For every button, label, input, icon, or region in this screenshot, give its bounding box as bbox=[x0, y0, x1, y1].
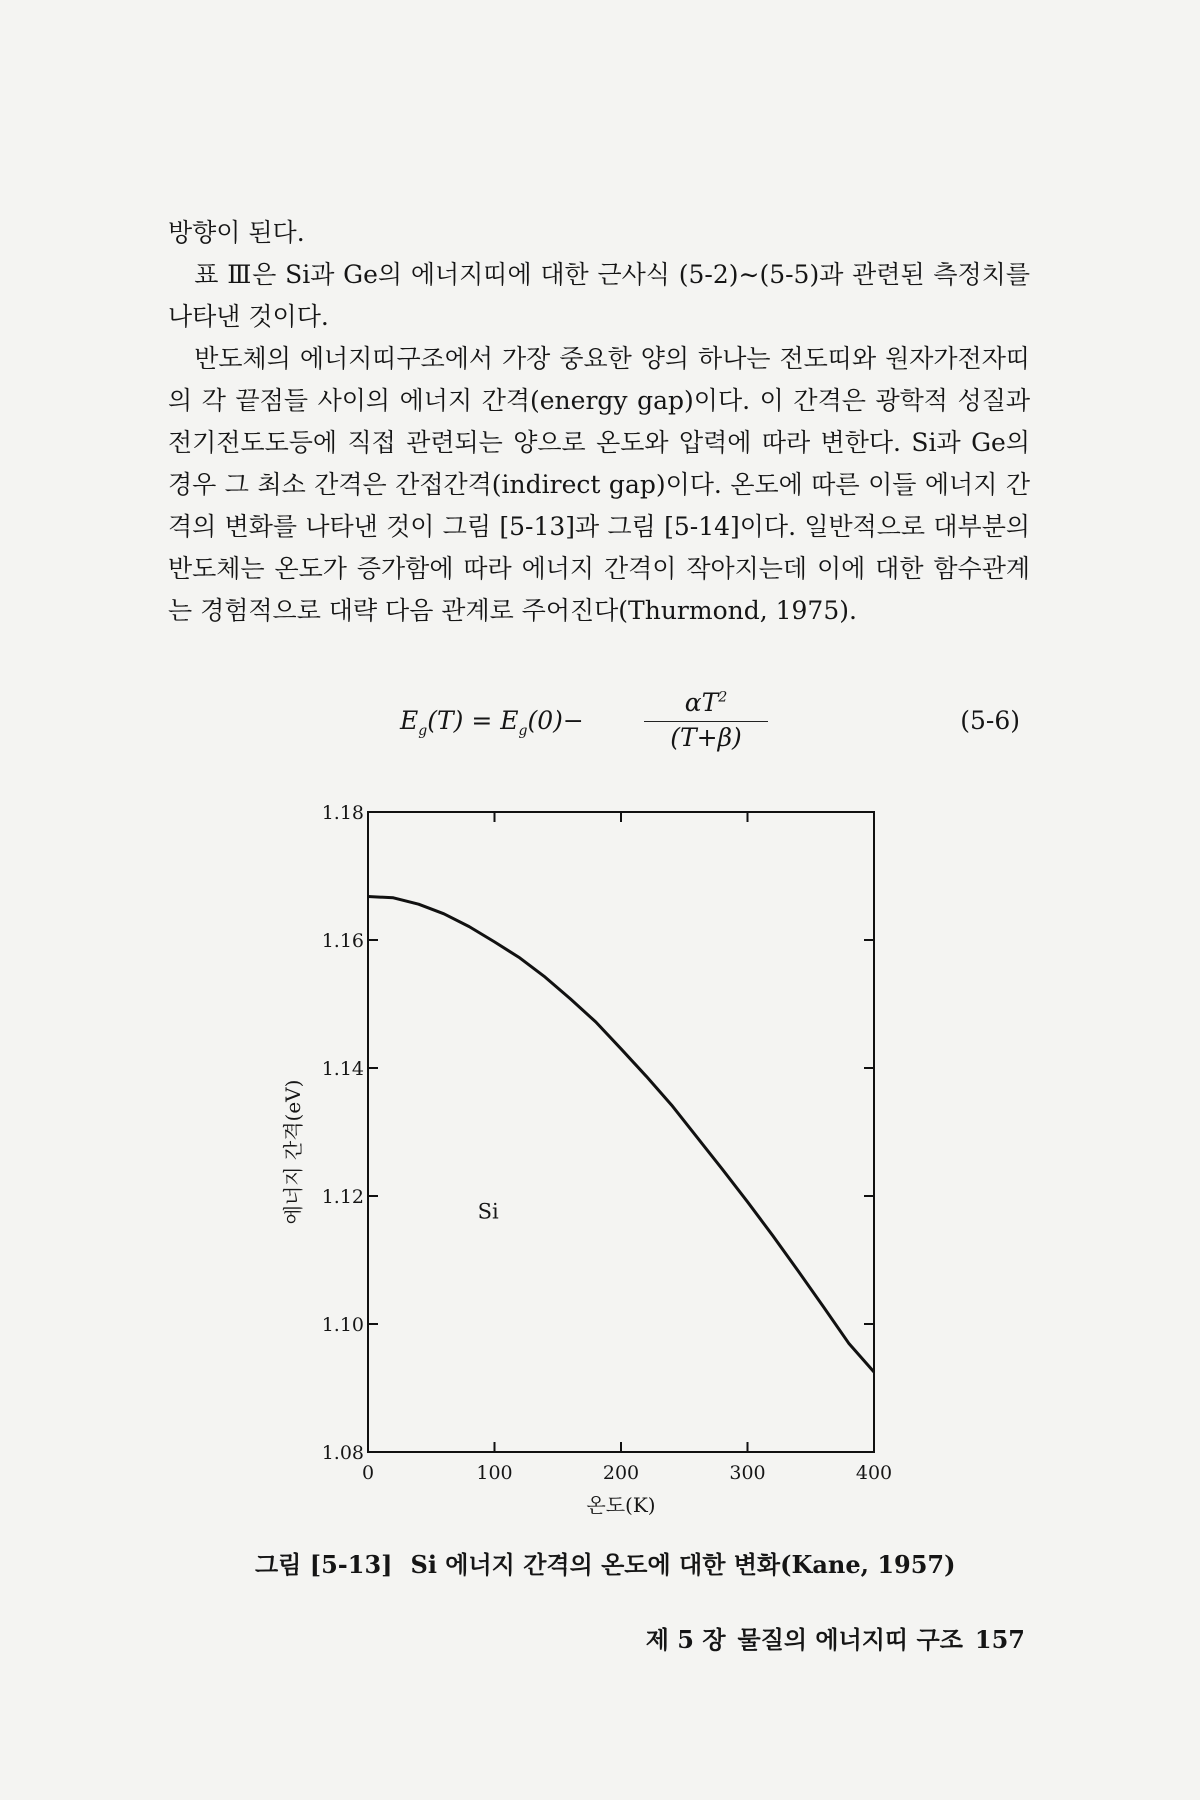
caption-text: Si 에너지 간격의 온도에 대한 변화(Kane, 1957) bbox=[410, 1550, 956, 1579]
y-axis-label: 에너지 간격(eV) bbox=[281, 1079, 305, 1225]
x-tick-label-3: 300 bbox=[729, 1462, 766, 1484]
eq-numerator-text: αT bbox=[684, 688, 719, 717]
si-energy-gap-line bbox=[368, 897, 874, 1373]
page-footer bbox=[634, 1620, 1025, 1655]
paragraph-2: 반도체의 에너지띠구조에서 가장 중요한 양의 하나는 전도띠와 원자가전자띠의 각 끝점들 사이의 에너지 간격(energy gap)이다. 이 간격은 광학적 성질과 전기전도도등에 직접 관련되는 양으로 온도와 압력에 따라 변한다. Si과 Ge의 경우 그 최소 간격은 간접간격(indirect gap)이다. 온도에 따른 이들 에너지 간격의 변화를 나타낸 것이 그림 [5-13]과 그림 [5-14]이다. 일반적으로 대부분의 반도체는 온도가 증가함에 따라 에너지 간격이 작아지는데 이에 대한 함수관계는 경험적으로 대략 다음 관계로 주어진다(Thurmond, 1975). bbox=[168, 344, 1030, 625]
y-tick-label-0: 1.08 bbox=[321, 1442, 364, 1464]
paragraph-1: 표 Ⅲ은 Si과 Ge의 에너지띠에 대한 근사식 (5-2)∼(5-5)과 관련된 측정치를 나타낸 것이다. bbox=[168, 260, 1030, 331]
y-tick-label-3: 1.14 bbox=[321, 1058, 364, 1080]
y-tick-label-4: 1.16 bbox=[321, 930, 364, 952]
footer-title: 물질의 에너지띠 구조 bbox=[737, 1625, 963, 1654]
caption-label: 그림 [5-13] bbox=[255, 1550, 393, 1579]
x-tick-label-1: 100 bbox=[476, 1462, 513, 1484]
intro-line: 방향이 된다. bbox=[168, 218, 305, 247]
plot-frame bbox=[368, 812, 874, 1452]
si-annotation-label: Si bbox=[477, 1199, 499, 1224]
eq-numerator-sup: 2 bbox=[718, 689, 728, 706]
x-tick-label-2: 200 bbox=[602, 1462, 640, 1484]
x-tick-label-4: 400 bbox=[855, 1462, 893, 1484]
equation-number: (5-6) bbox=[960, 706, 1020, 735]
y-tick-label-2: 1.12 bbox=[321, 1186, 364, 1208]
y-tick-label-5: 1.18 bbox=[321, 802, 364, 824]
eq-rhs-symbol: E bbox=[500, 706, 519, 735]
page-number: 157 bbox=[974, 1625, 1025, 1654]
eq-lhs-arg: (T) = bbox=[427, 706, 501, 735]
eq-rhs-arg: (0)− bbox=[527, 706, 584, 735]
eq-denominator: (T+β) bbox=[670, 723, 742, 752]
x-tick-label-0: 0 bbox=[361, 1462, 375, 1484]
eq-lhs-symbol: E bbox=[400, 706, 419, 735]
y-tick-label-1: 1.10 bbox=[321, 1314, 364, 1336]
x-axis-label: 온도(K) bbox=[586, 1493, 656, 1517]
eq-lhs-subscript: g bbox=[418, 723, 428, 739]
figure-caption bbox=[255, 1545, 1015, 1580]
footer-chapter: 제 5 장 bbox=[645, 1625, 726, 1654]
eq-rhs-subscript: g bbox=[518, 723, 528, 739]
